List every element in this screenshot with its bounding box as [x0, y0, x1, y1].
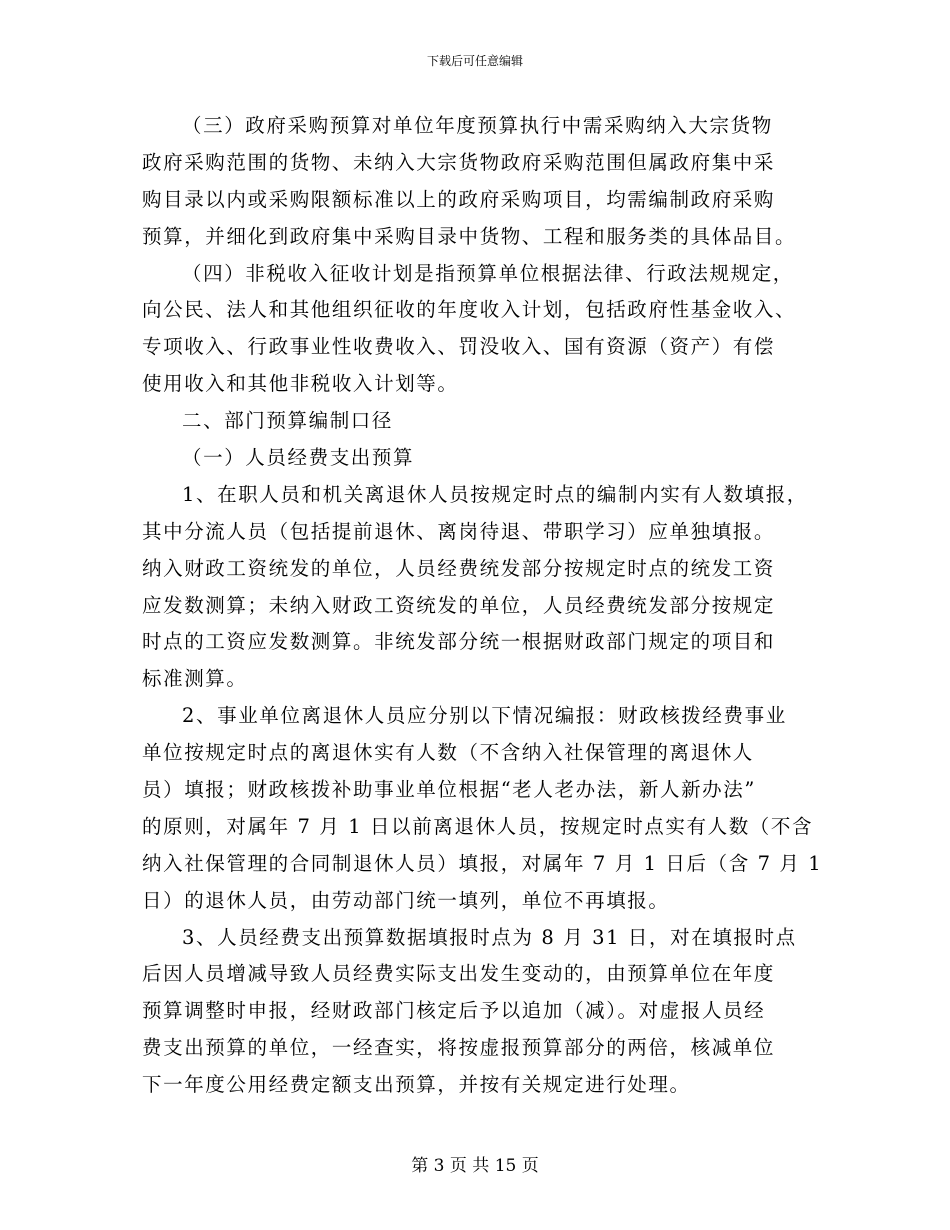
document-body — [142, 108, 822, 1104]
text-line: 向公民、法人和其他组织征收的年度收入计划，包括政府性基金收入、 — [142, 298, 797, 322]
text-line: 购目录以内或采购限额标准以上的政府采购项目，均需编制政府采购 — [142, 187, 776, 211]
text-line: 应发数测算；未纳入财政工资统发的单位，人员经费统发部分按规定 — [142, 593, 776, 617]
text-line: 纳入社保管理的合同制退休人员）填报，对属年 7 月 1 日后（含 7 月 1 — [142, 851, 823, 875]
text-line: 时点的工资应发数测算。非统发部分统一根据财政部门规定的项目和 — [142, 630, 776, 654]
text-line: （三）政府采购预算对单位年度预算执行中需采购纳入大宗货物 — [182, 114, 773, 137]
text-line: 后因人员增减导致人员经费实际支出发生变动的，由预算单位在年度 — [142, 962, 776, 986]
text-line: （四）非税收入征收计划是指预算单位根据法律、行政法规规定， — [182, 261, 794, 285]
text-line: 预算，并细化到政府集中采购目录中货物、工程和服务类的具体品目。 — [142, 224, 797, 248]
text-line: 员）填报；财政核拨补助事业单位根据“老人老办法，新人新办法” — [142, 778, 756, 802]
text-line: 单位按规定时点的离退休实有人数（不含纳入社保管理的离退休人 — [142, 741, 754, 765]
text-line: 标准测算。 — [142, 667, 248, 691]
text-line: 其中分流人员（包括提前退休、离岗待退、带职学习）应单独填报。 — [142, 519, 776, 543]
subsection-heading: （一）人员经费支出预算 — [182, 446, 415, 470]
text-line: 政府采购范围的货物、未纳入大宗货物政府采购范围但属政府集中采 — [142, 150, 776, 174]
text-line: 3、人员经费支出预算数据填报时点为 8 月 31 日，对在填报时点 — [182, 925, 797, 949]
text-line: 专项收入、行政事业性收费收入、罚没收入、国有资源（资产）有偿 — [142, 335, 776, 359]
text-line: 费支出预算的单位，一经查实，将按虚报预算部分的两倍，核减单位 — [142, 1036, 776, 1060]
text-line: 日）的退休人员，由劳动部门统一填列，单位不再填报。 — [142, 888, 670, 912]
page-footer: 第 3 页 共 15 页 — [411, 1156, 539, 1176]
text-line: 纳入财政工资统发的单位，人员经费统发部分按规定时点的统发工资 — [142, 556, 776, 580]
text-line: 预算调整时申报，经财政部门核定后予以追加（减）。对虚报人员经 — [142, 999, 766, 1023]
text-line: 使用收入和其他非税收入计划等。 — [142, 372, 459, 396]
text-line: 下一年度公用经费定额支出预算，并按有关规定进行处理。 — [142, 1073, 691, 1097]
text-line: 的原则，对属年 7 月 1 日以前离退休人员，按规定时点实有人数（不含 — [142, 814, 814, 838]
text-line: 1、在职人员和机关离退休人员按规定时点的编制内实有人数填报， — [182, 482, 808, 506]
page-header: 下载后可任意编辑 — [426, 54, 523, 68]
section-heading: 二、部门预算编制口径 — [182, 409, 394, 433]
text-line: 2、事业单位离退休人员应分别以下情况编报：财政核拨经费事业 — [182, 704, 787, 728]
